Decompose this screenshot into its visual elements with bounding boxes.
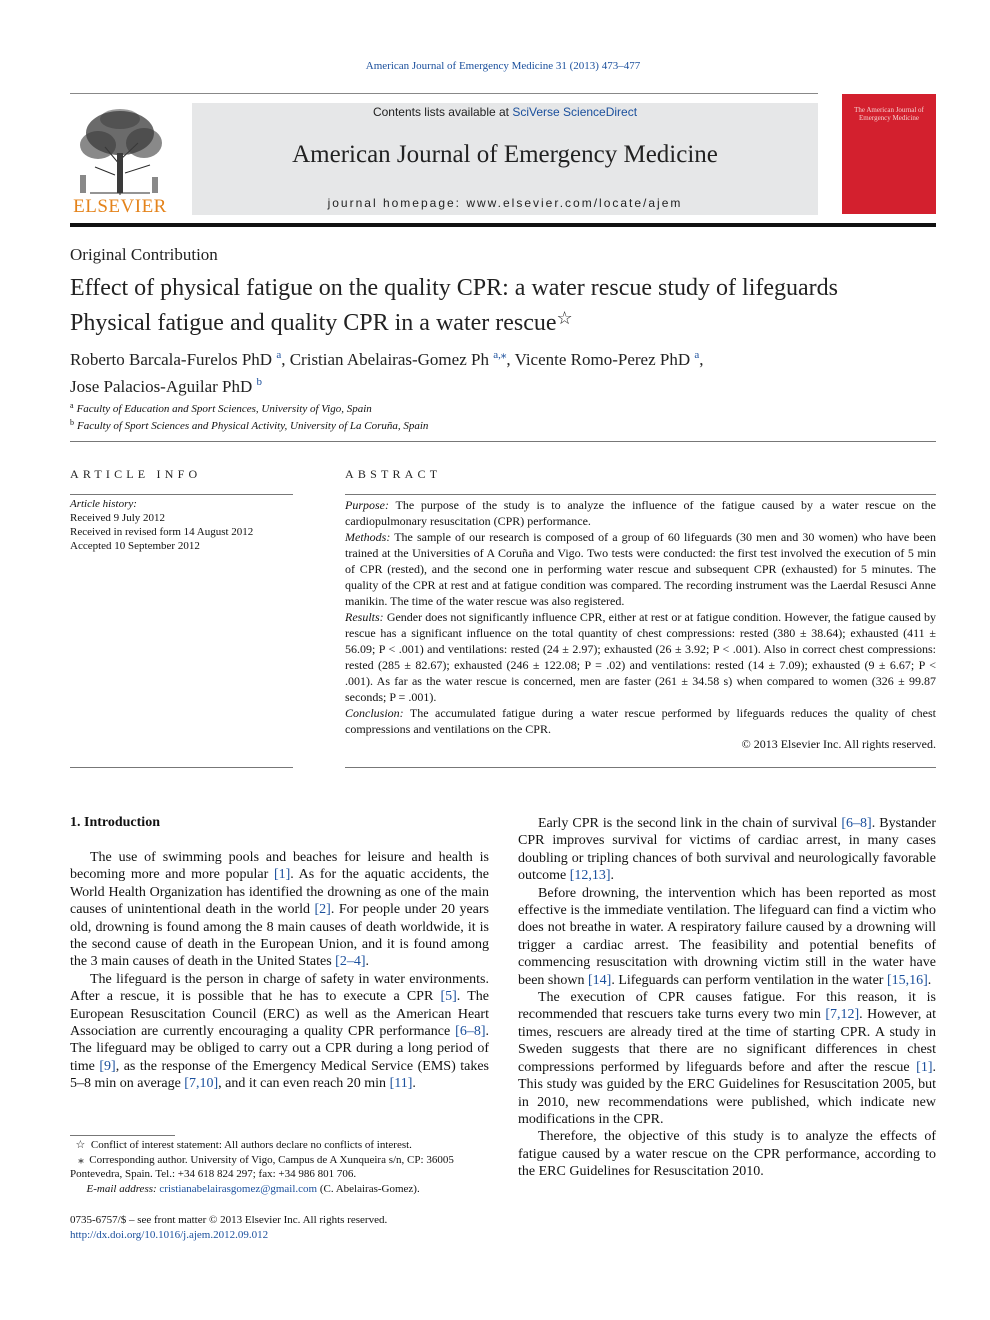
- author-separator: ,: [506, 350, 515, 369]
- introduction-heading: 1. Introduction: [70, 815, 160, 830]
- footnotes: [70, 1138, 490, 1196]
- email-label: E-mail address:: [86, 1182, 157, 1195]
- affiliations: [70, 399, 930, 433]
- citation-link[interactable]: [12,13]: [569, 868, 611, 884]
- accepted-date: Accepted 10 September 2012: [70, 540, 200, 552]
- body-text: . The lifeguard may be obliged to carry out a CPR during a long period of time: [70, 1024, 489, 1074]
- footnote-star-mark: ☆: [75, 1139, 86, 1151]
- article-info-rule: [70, 494, 293, 495]
- body-text: .: [927, 972, 932, 988]
- journal-citation[interactable]: American Journal of Emergency Medicine 31 (2013) 473–477: [365, 60, 641, 72]
- abstract-copyright: © 2013 Elsevier Inc. All rights reserved.: [741, 737, 936, 751]
- body-text: , and it can even reach 20 min: [218, 1076, 390, 1092]
- affiliation-mark: b: [70, 418, 74, 427]
- results-label: Results:: [345, 610, 384, 624]
- article-info-heading: ARTICLE INFO: [70, 467, 202, 481]
- body-text: .: [412, 1076, 416, 1092]
- body-text: . Lifeguards can perform ventilation in the water: [611, 972, 887, 988]
- article-title: [70, 273, 940, 338]
- journal-masthead: [70, 93, 936, 225]
- author-affiliation-mark[interactable]: a: [276, 349, 282, 361]
- header-divider: [70, 441, 936, 442]
- sciencedirect-link[interactable]: SciVerse ScienceDirect: [512, 105, 638, 119]
- body-paragraph: [70, 849, 489, 971]
- citation-link[interactable]: [6–8]: [841, 816, 872, 831]
- author-name: Cristian Abelairas-Gomez Ph: [289, 350, 489, 369]
- title-line-2-text: Physical fatigue and quality CPR in a water rescue: [70, 310, 557, 336]
- footnote-email: [70, 1182, 490, 1197]
- history-label: Article history:: [70, 498, 137, 510]
- citation-link[interactable]: [7,12]: [825, 1007, 860, 1023]
- author-name: Jose Palacios-Aguilar PhD: [70, 377, 253, 396]
- article-history: [70, 497, 300, 553]
- title-line-1: Effect of physical fatigue on the quality CPR: a water rescue study of lifeguards: [70, 275, 838, 301]
- affiliation-item: [70, 416, 930, 433]
- journal-cover-thumbnail[interactable]: [842, 94, 936, 214]
- contents-prefix: Contents lists available at: [372, 105, 513, 119]
- author-list: [70, 344, 930, 398]
- citation-link[interactable]: [6–8]: [455, 1024, 486, 1040]
- body-text: .: [610, 868, 615, 884]
- abstract-results: [345, 609, 936, 705]
- abstract-heading: ABSTRACT: [345, 467, 442, 481]
- body-text: The execution of CPR causes fatigue. For this reason, it is recommended that rescuers take turns every two min: [518, 990, 936, 1023]
- journal-homepage[interactable]: journal homepage: www.elsevier.com/locate/ajem: [327, 196, 683, 210]
- body-column-left: [70, 849, 489, 1093]
- body-text: Early CPR is the second link in the chain of survival: [538, 816, 842, 831]
- body-paragraph: [518, 815, 936, 885]
- abstract-bottom-rule: [345, 767, 936, 768]
- email-suffix: (C. Abelairas-Gomez).: [317, 1182, 420, 1195]
- abstract-methods: [345, 529, 936, 609]
- purpose-text: The purpose of the study is to analyze the influence of the fatigue caused by a water rescue on the cardiopulmonary resuscitation (CPR) performance.: [345, 498, 936, 528]
- masthead-top-rule: [70, 93, 818, 94]
- citation-link[interactable]: [15,16]: [886, 972, 928, 988]
- front-matter: [70, 1213, 490, 1242]
- body-paragraph: [70, 971, 489, 1093]
- body-text: . This study was guided by the ERC Guidelines for Resuscitation 2005, but in 2010, new recommendations were published, which indicate new modifications in the CPR.: [518, 1059, 936, 1127]
- email-link[interactable]: cristianabelairasgomez@gmail.com: [159, 1182, 318, 1195]
- citation-link[interactable]: [11]: [389, 1076, 413, 1092]
- conclusion-label: Conclusion:: [345, 706, 404, 720]
- footnote-asterisk-mark: ⁎: [78, 1153, 84, 1166]
- body-paragraph: [518, 1128, 936, 1180]
- revised-date: Received in revised form 14 August 2012: [70, 526, 254, 538]
- title-line-2: [70, 303, 940, 338]
- citation-link[interactable]: [1]: [273, 867, 291, 883]
- issn-line: 0735-6757/$ – see front matter © 2013 Elsevier Inc. All rights reserved.: [70, 1214, 388, 1226]
- journal-banner: [192, 103, 818, 215]
- body-text: . Bystander CPR improves survival for victims of cardiac arrest, in many cases doubling or tripling chances of both survival and neurologically favorable outcome: [518, 816, 937, 884]
- title-footnote-star-icon[interactable]: ☆: [556, 308, 573, 328]
- affiliation-mark: a: [70, 401, 74, 410]
- masthead-bottom-rule: [70, 223, 936, 227]
- body-text: The lifeguard is the person in charge of safety in water environments. After a rescue, it is possible that he has to execute a CPR: [70, 971, 489, 1005]
- article-info-bottom-rule: [70, 767, 293, 768]
- abstract-rule: [345, 494, 936, 495]
- author-separator: ,: [281, 350, 290, 369]
- affiliation-item: [70, 399, 930, 416]
- body-text: Therefore, the objective of this study is to analyze the effects of fatigue caused by a water rescue on the CPR performance, according to the ERC Guidelines for Resuscitation 2010.: [518, 1129, 936, 1180]
- results-text: Gender does not significantly influence CPR, either at rest or at fatigue condition. However, the fatigue caused by rescue has a significant influence on the total quantity of chest compressions: rested (380 ± 38.64); exhausted (411 ± 56.09; P < .001) and ventilations: rested (24 ± 2.97); exhausted (26 ± 3.92; P < .001). Also in correct chest compressions: rested (285 ± 82.67); exhausted (246 ± 122.08; P = .02) and ventilations: rested (14 ± 7.09); exhausted (9 ± 6.67; P < .001). As far as the water rescue is concerned, men are faster (261 ± 34.58 s) when compared to women (326 ± 99.87 seconds; P = .001).: [345, 610, 936, 704]
- affiliation-text: Faculty of Education and Sport Sciences, University of Vigo, Spain: [76, 403, 372, 415]
- body-paragraph: [518, 989, 936, 1128]
- citation-link[interactable]: [5]: [440, 989, 457, 1005]
- citation-link[interactable]: [2]: [314, 902, 331, 918]
- citation-link[interactable]: [1]: [916, 1059, 933, 1075]
- methods-label: Methods:: [345, 530, 391, 544]
- abstract-body: [345, 497, 936, 737]
- author-name: Vicente Romo-Perez PhD: [514, 350, 691, 369]
- affiliation-text: Faculty of Sport Sciences and Physical Activity, University of La Coruña, Spain: [77, 420, 429, 432]
- doi-link[interactable]: http://dx.doi.org/10.1016/j.ajem.2012.09.012: [70, 1228, 269, 1241]
- contents-availability: [192, 105, 818, 119]
- body-text: Before drowning, the intervention which has been reported as most effective is the immediate ventilation. The lifeguard can find a victim who does not breathe in water. A respiratory failure caused by a drowning will trigger a cardiac arrest. The feasibility and potential benefits of commencing resuscitation with drowning victim still in the water have been shown: [518, 885, 936, 988]
- body-text: . As for the aquatic accidents, the World Health Organization has identified the drowning as one of the main causes of unintentional death in the world: [70, 867, 490, 918]
- author-separator: ,: [699, 350, 704, 369]
- footnote-conflict: [70, 1138, 490, 1153]
- methods-text: The sample of our research is composed of a group of 60 lifeguards (30 men and 30 women) who have been trained at the Universities of A Coruña and Vigo. Two tests were conducted: the first test involved the execution of 5 min of CPR (rested), and the second one in performing water rescue and subsequent CPR (exhausted) for 5 minutes. The quality of the CPR at rest and at fatigue condition was compared. The recording instrument was the Laerdal Resusci Anne manikin. The time of the water rescue was also registered.: [345, 530, 936, 608]
- elsevier-wordmark: ELSEVIER: [73, 196, 167, 217]
- author-affiliation-mark[interactable]: b: [256, 376, 263, 388]
- body-text: .: [365, 954, 369, 970]
- conclusion-text: The accumulated fatigue during a water rescue performed by lifeguards reduces the quality of chest compressions and ventilations on the CPR.: [345, 706, 936, 736]
- article-type: Original Contribution: [70, 245, 218, 264]
- author-affiliation-mark[interactable]: a,⁎: [493, 349, 507, 361]
- body-column-right: [518, 815, 936, 1181]
- citation-link[interactable]: [14]: [588, 972, 612, 988]
- body-text: The use of swimming pools and beaches for leisure and health is becoming more and more popular: [70, 850, 489, 883]
- body-text: . For people under 20 years old, drowning is found among the 8 main causes of death worldwide, it is the second cause of death in the European Union, and it is found among the 3 main causes of death in the United States: [70, 902, 489, 970]
- body-paragraph: [518, 885, 936, 989]
- received-date: Received 9 July 2012: [70, 512, 166, 524]
- corresponding-text: Corresponding author. University of Vigo, Campus de A Xunqueira s/n, CP: 36005 Pontevedra, Spain. Tel.: +34 618 824 297; fax: +34 986 801 706.: [70, 1153, 454, 1180]
- purpose-label: Purpose:: [345, 498, 389, 512]
- citation-link[interactable]: [2–4]: [335, 954, 366, 970]
- abstract-conclusion: [345, 705, 936, 737]
- conflict-text: Conflict of interest statement: All authors declare no conflicts of interest.: [90, 1139, 412, 1151]
- citation-link[interactable]: [7,10]: [184, 1076, 219, 1092]
- author-affiliation-mark[interactable]: a: [694, 349, 700, 361]
- body-text: , as the response of the Emergency Medical Service (EMS) takes 5–8 min on average: [70, 1058, 489, 1092]
- body-text: . However, at times, rescuers are already tired at the time of starting CPR. A study in Sweden suggests that there are no significant differences in chest compressions performed by lifeguards before and after the rescue: [518, 1007, 937, 1075]
- author-name: Roberto Barcala-Furelos PhD: [70, 350, 273, 369]
- citation-link[interactable]: [9]: [99, 1058, 116, 1074]
- body-text: . The European Resuscitation Council (ERC) as well as the American Heart Association are currently encouraging a quality CPR performance: [70, 989, 489, 1040]
- abstract-purpose: [345, 497, 936, 529]
- journal-title: American Journal of Emergency Medicine: [292, 141, 718, 168]
- footnote-corresponding: [70, 1153, 490, 1182]
- cover-title: The American Journal of Emergency Medicine: [854, 106, 924, 122]
- footnote-separator: [70, 1135, 175, 1136]
